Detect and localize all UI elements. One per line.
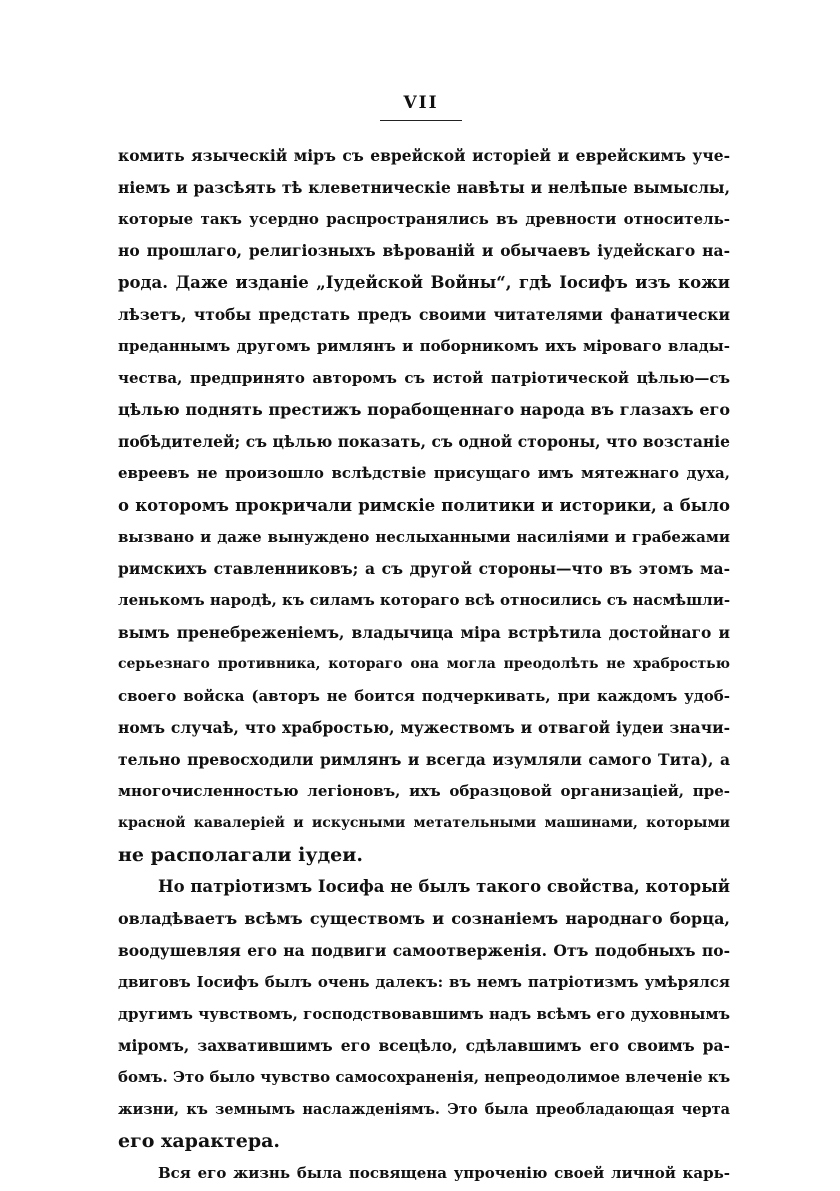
text-line: номъ случаѣ, что храбростью, мужествомъ и отвагой іудеи значи-: [118, 718, 730, 738]
paragraph-start-line: Вся его жизнь была посвящена упроченію своей личной карь-: [158, 1163, 730, 1182]
text-line: чества, предпринято авторомъ съ истой патріотической цѣлью—съ: [118, 368, 730, 387]
text-line: но прошлаго, религіозныхъ вѣрованій и обычаевъ іудейскаго на-: [118, 241, 730, 261]
text-line: ленькомъ народѣ, къ силамъ котораго всѣ относились съ насмѣшли-: [118, 591, 730, 610]
text-line: о которомъ прокричали римскіе политики и историки, а было: [118, 495, 730, 515]
text-line: міромъ, захватившимъ его всецѣло, сдѣлавшимъ его своимъ ра-: [118, 1036, 730, 1056]
text-line: воодушевляя его на подвиги самоотверженія. Отъ подобныхъ по-: [118, 940, 730, 960]
text-line: ніемъ и разсѣять тѣ клеветническіе навѣты и нелѣпые вымыслы,: [118, 177, 730, 197]
text-line: серьезнаго противника, котораго она могла преодолѣть не храбростью: [118, 655, 730, 672]
body-text: [118, 140, 730, 1189]
text-line: преданнымъ другомъ римлянъ и поборникомъ ихъ міроваго влады-: [118, 336, 730, 355]
page-number-header: VII: [403, 93, 439, 113]
paragraph-start-line: Но патріотизмъ Іосифа не былъ такого свойства, который: [158, 877, 730, 897]
text-line: лѣзетъ, чтобы предстать предъ своими читателями фанатически: [118, 304, 730, 324]
text-line: овладѣваетъ всѣмъ существомъ и сознаніемъ народнаго борца,: [118, 909, 730, 929]
paragraph-end-line: его характера.: [118, 1129, 281, 1152]
text-line: тельно превосходили римлянъ и всегда изумляли самого Тита), а: [118, 750, 730, 770]
text-line: комить языческій міръ съ еврейской исторіей и еврейскимъ уче-: [118, 146, 730, 165]
text-line: евреевъ не произошло вслѣдствіе присущаго имъ мятежнаго духа,: [118, 463, 730, 482]
text-line: римскихъ ставленниковъ; а съ другой стороны—что въ этомъ ма-: [118, 559, 730, 579]
text-line: двиговъ Іосифъ былъ очень далекъ: въ немъ патріотизмъ умѣрялся: [118, 972, 730, 991]
text-line: рода. Даже изданіе „Іудейской Войны“, гдѣ Іосифъ изъ кожи: [118, 273, 730, 293]
text-line: которые такъ усердно распространялись въ древности относитель-: [118, 209, 730, 228]
text-line: жизни, къ земнымъ наслажденіямъ. Это была преобладающая черта: [118, 1100, 730, 1118]
header-rule: [380, 120, 462, 121]
text-line: вызвано и даже вынуждено неслыханными насиліями и грабежами: [118, 527, 730, 546]
text-line: побѣдителей; съ цѣлью показать, съ одной стороны, что возстаніе: [118, 432, 730, 452]
text-line: цѣлью поднять престижъ порабощеннаго народа въ глазахъ его: [118, 400, 730, 420]
text-line: своего войска (авторъ не боится подчеркивать, при каждомъ удоб-: [118, 686, 730, 705]
text-line: вымъ пренебреженіемъ, владычица міра встрѣтила достойнаго и: [118, 622, 730, 642]
text-line: другимъ чувствомъ, господствовавшимъ надъ всѣмъ его духовнымъ: [118, 1004, 730, 1023]
paragraph-end-line: не располагали іудеи.: [118, 843, 363, 866]
text-line: красной кавалеріей и искусными метательными машинами, которыми: [118, 814, 730, 831]
text-line: бомъ. Это было чувство самосохраненія, непреодолимое влеченіе къ: [118, 1068, 730, 1087]
text-line: многочисленностью легіоновъ, ихъ образцовой организаціей, пре-: [118, 781, 730, 800]
